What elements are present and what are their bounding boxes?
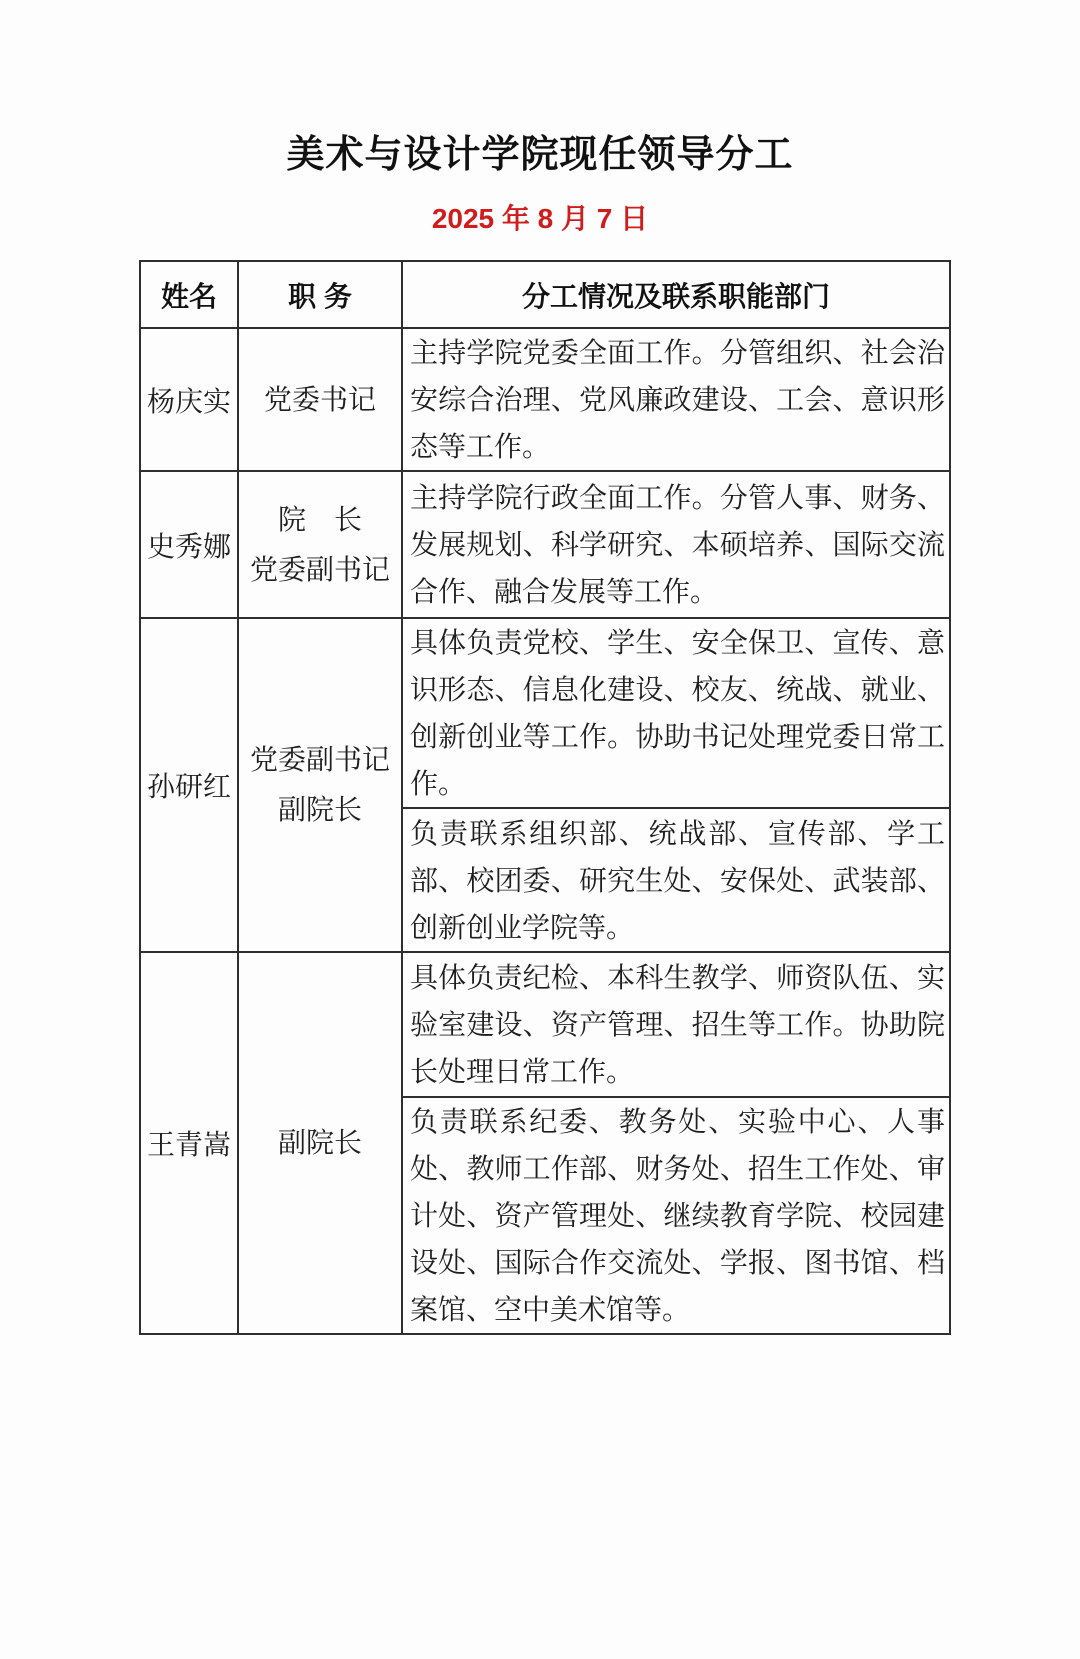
table-row-wangqingsong — [140, 952, 950, 1097]
leader-name: 王青嵩 — [140, 952, 238, 1334]
leader-position — [238, 328, 402, 471]
leader-duty: 主持学院党委全面工作。分管组织、社会治安综合治理、党风廉政建设、工会、意识形态等工作。 — [402, 328, 950, 471]
table-row-shixiuna — [140, 471, 950, 618]
document-date: 2025 年 8 月 7 日 — [431, 202, 649, 234]
leader-position — [238, 471, 402, 618]
leader-name: 史秀娜 — [140, 471, 238, 618]
leader-position — [238, 952, 402, 1334]
leader-name: 杨庆实 — [140, 328, 238, 471]
position-line: 院 长 — [277, 503, 362, 535]
document-page — [0, 132, 1080, 1335]
position-line: 副院长 — [277, 1127, 362, 1159]
leader-duty: 具体负责党校、学生、安全保卫、宣传、意识形态、信息化建设、校友、统战、就业、创新创业等工作。协助书记处理党委日常工作。 — [402, 618, 950, 808]
header-name: 姓名 — [140, 261, 238, 328]
table-row-sunyanhong — [140, 618, 950, 808]
header-position: 职 务 — [238, 261, 402, 328]
leader-duty: 具体负责纪检、本科生教学、师资队伍、实验室建设、资产管理、招生等工作。协助院长处理日常工作。 — [402, 952, 950, 1097]
leader-position — [238, 618, 402, 952]
position-line: 副院长 — [277, 794, 362, 826]
position-line: 党委书记 — [263, 383, 376, 415]
leader-duty: 负责联系组织部、统战部、宣传部、学工部、校团委、研究生处、安保处、武装部、创新创业学院等。 — [402, 808, 950, 952]
leadership-duty-table — [139, 260, 951, 1335]
table-row-yangqingshi — [140, 328, 950, 471]
table-header-row — [140, 261, 950, 328]
position-line: 党委副书记 — [249, 744, 390, 776]
leader-duty: 负责联系纪委、教务处、实验中心、人事处、教师工作部、财务处、招生工作处、审计处、资产管理处、继续教育学院、校园建设处、国际合作交流处、学报、图书馆、档案馆、空中美术馆等。 — [402, 1097, 950, 1334]
header-duties: 分工情况及联系职能部门 — [402, 261, 950, 328]
position-line: 党委副书记 — [249, 553, 390, 585]
leader-duty: 主持学院行政全面工作。分管人事、财务、发展规划、科学研究、本硕培养、国际交流合作、融合发展等工作。 — [402, 471, 950, 618]
document-title: 美术与设计学院现任领导分工 — [286, 134, 794, 176]
leader-name: 孙研红 — [140, 618, 238, 952]
